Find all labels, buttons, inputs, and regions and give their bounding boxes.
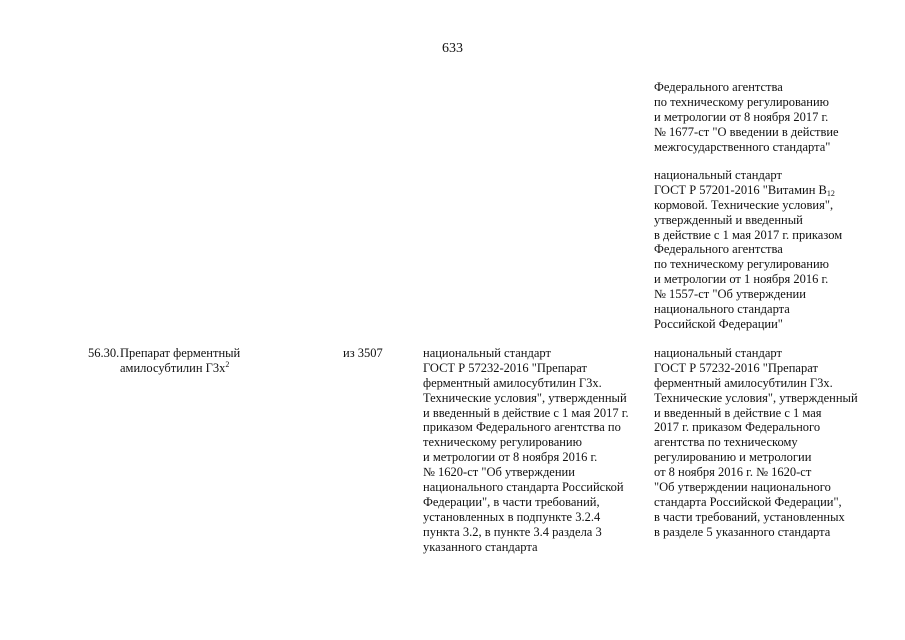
text-line: Технические условия", утвержденный [654, 390, 858, 405]
product-name-line [120, 361, 240, 376]
continuation-first-block [654, 80, 839, 154]
text-fragment: ГОСТ Р 57201-2016 "Витамин В [654, 182, 827, 197]
text-line: № 1620-ст "Об утверждении [423, 465, 575, 480]
text-line: Федерального агентства [654, 80, 783, 94]
text-line: регулированию и метрологии [654, 450, 812, 465]
text-line: и метрологии от 8 ноября 2016 г. [423, 450, 598, 465]
text-line: ГОСТ Р 57232-2016 "Препарат [423, 360, 587, 375]
text-line: и введенный в действие с 1 мая [654, 405, 822, 420]
text-line: и метрологии от 8 ноября 2017 г. [654, 109, 829, 124]
text-line: "Об утверждении национального [654, 480, 831, 495]
text-line: утвержденный и введенный [654, 212, 803, 227]
text-line: приказом Федерального агентства по [423, 420, 621, 435]
text-line: национальный стандарт [654, 168, 782, 182]
text-line: Российской Федерации" [654, 316, 783, 331]
text-line: указанного стандарта [423, 539, 538, 554]
text-line: в части требований, установленных [654, 509, 845, 524]
standard-column-b [654, 346, 858, 540]
text-line: в действие с 1 мая 2017 г. приказом [654, 227, 843, 242]
text-line-with-subscript [654, 183, 842, 198]
text-line: установленных в подпункте 3.2.4 [423, 509, 601, 524]
text-line: № 1557-ст "Об утверждении [654, 287, 806, 302]
text-line: кормовой. Технические условия", [654, 197, 834, 212]
page-number: 633 [442, 41, 463, 56]
text-line: ферментный амилосубтилин Г3х. [423, 375, 602, 390]
tnved-code: из 3507 [343, 346, 383, 360]
continuation-second-block [654, 168, 842, 332]
standard-column-a [423, 346, 629, 554]
text-line: национального стандарта [654, 302, 790, 317]
text-line: 2017 г. приказом Федерального [654, 420, 821, 435]
text-line: ГОСТ Р 57232-2016 "Препарат [654, 360, 818, 375]
text-line: национальный стандарт [423, 346, 551, 360]
text-line: агентства по техническому [654, 435, 798, 450]
subscript: 12 [826, 188, 835, 198]
product-name [120, 346, 240, 376]
text-line: стандарта Российской Федерации", [654, 494, 842, 509]
text-line: национальный стандарт [654, 346, 782, 360]
product-name-line: Препарат ферментный [120, 346, 241, 360]
text-line: Федерации", в части требований, [423, 494, 600, 509]
row-code: 56.30. [88, 346, 120, 360]
text-line: в разделе 5 указанного стандарта [654, 524, 831, 539]
text-line: и введенный в действие с 1 мая 2017 г. [423, 405, 629, 420]
text-line: национального стандарта Российской [423, 480, 624, 495]
footnote-mark: 2 [225, 359, 230, 369]
text-line: пункта 3.2, в пункте 3.4 раздела 3 [423, 524, 602, 539]
text-line: от 8 ноября 2016 г. № 1620-ст [654, 465, 812, 480]
text-fragment: амилосубтилин Г3х [120, 360, 226, 375]
text-line: и метрологии от 1 ноября 2016 г. [654, 272, 829, 287]
text-line: по техническому регулированию [654, 94, 830, 109]
text-line: техническому регулированию [423, 435, 582, 450]
text-line: по техническому регулированию [654, 257, 830, 272]
text-line: № 1677-ст "О введении в действие [654, 124, 839, 139]
text-line: межгосударственного стандарта" [654, 139, 831, 154]
text-line: Технические условия", утвержденный [423, 390, 627, 405]
text-line: ферментный амилосубтилин Г3х. [654, 375, 833, 390]
text-line: Федерального агентства [654, 242, 783, 257]
